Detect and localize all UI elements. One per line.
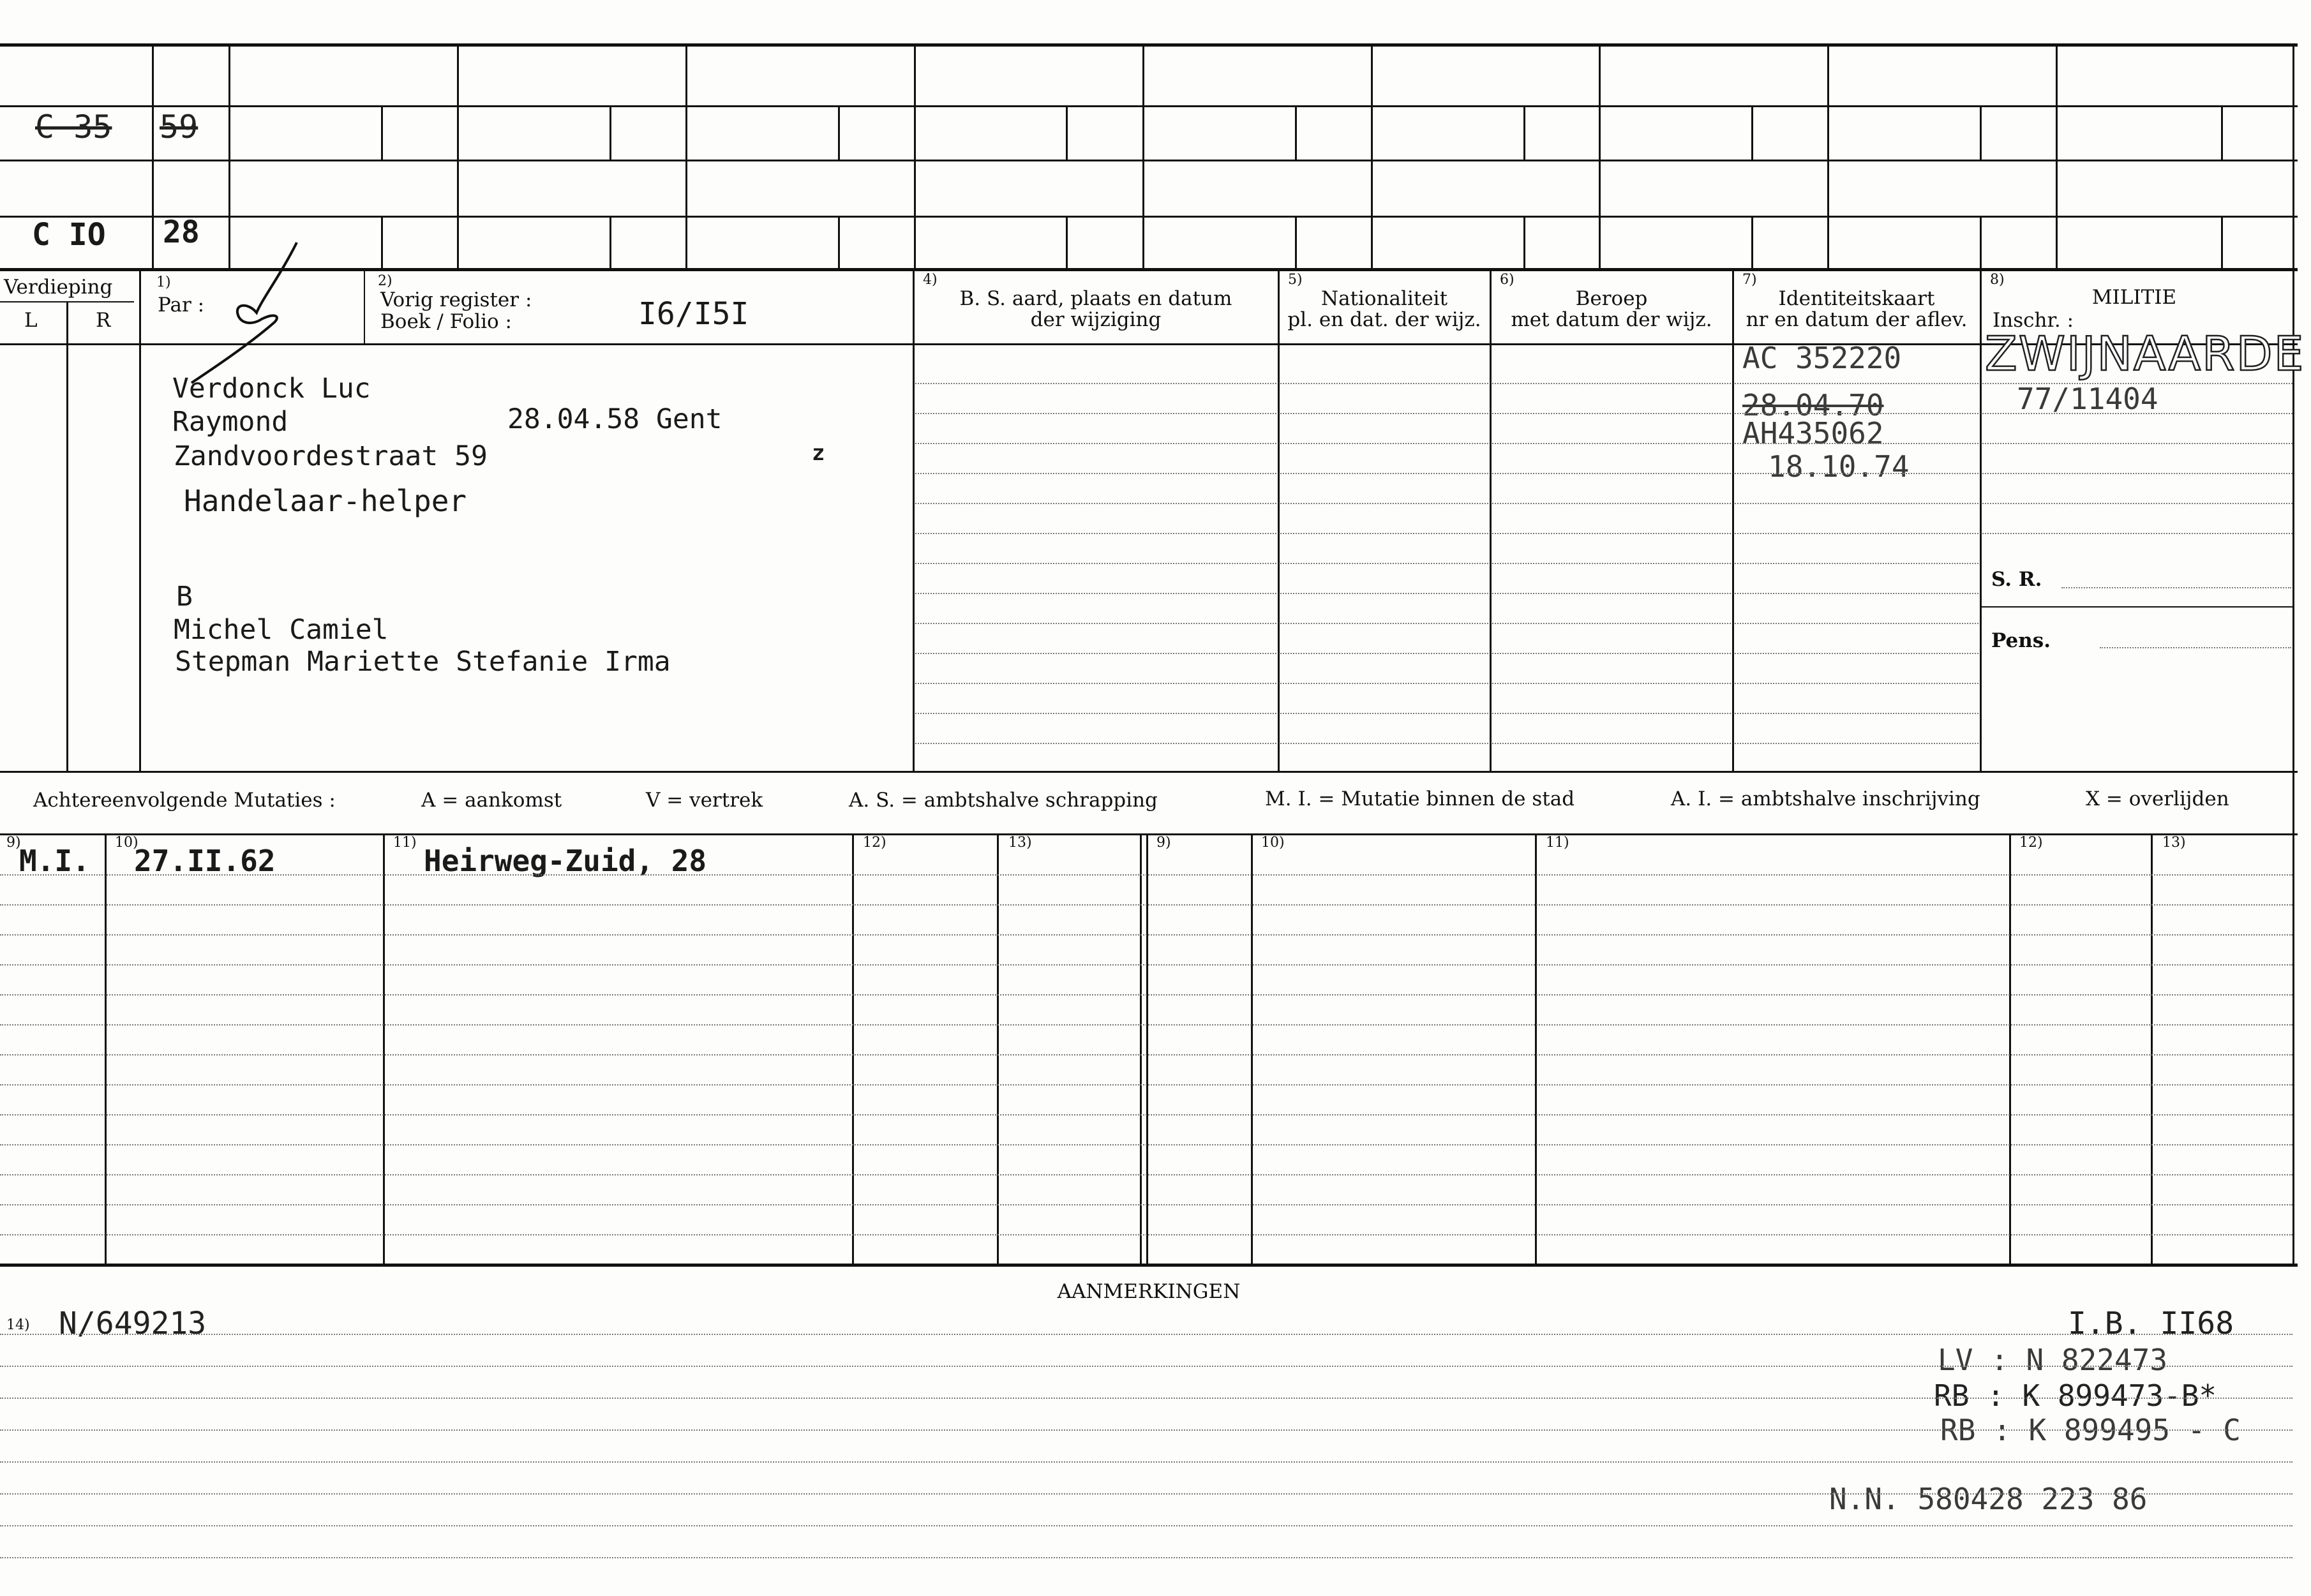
- grid-line: [2056, 43, 2058, 269]
- dotted-rule: [0, 1174, 2292, 1175]
- grid-line: [1295, 105, 1297, 160]
- dotted-rule: [915, 413, 1276, 414]
- dotted-rule: [2100, 647, 2291, 648]
- mutations-top-line: [0, 833, 2298, 835]
- mutation-date: 27.II.62: [134, 844, 276, 878]
- dotted-rule: [1735, 563, 1978, 564]
- name-line: Verdonck Luc: [172, 373, 371, 405]
- sr-label: S. R.: [1991, 568, 2042, 591]
- dotted-rule: [1735, 683, 1978, 684]
- dotted-rule: [1982, 473, 2292, 474]
- militie-number: 77/11404: [2017, 382, 2158, 416]
- grid-line: [1732, 271, 1734, 772]
- dotted-rule: [1492, 503, 1731, 504]
- dotted-rule: [1280, 503, 1488, 504]
- identiteitskaart-header: Identiteitskaart nr en datum der aflev.: [1746, 287, 1968, 331]
- dotted-rule: [0, 1493, 2292, 1495]
- grid-line: [1980, 271, 1982, 772]
- mother-name: Stepman Mariette Stefanie Irma: [175, 646, 671, 678]
- grid-line: [1278, 271, 1280, 772]
- note-7: 7): [1742, 272, 1757, 288]
- legend-ai: A. I. = ambtshalve inschrijving: [1671, 787, 1980, 810]
- grid-line: [2221, 105, 2223, 160]
- dotted-rule: [915, 683, 1276, 684]
- birth-date-place: 28.04.58 Gent: [507, 403, 722, 435]
- dotted-rule: [1735, 743, 1978, 744]
- grid-line: [383, 833, 385, 1264]
- grid-line: [913, 271, 915, 772]
- mutation-address: Heirweg-Zuid, 28: [424, 844, 707, 878]
- grid-line: [381, 216, 383, 269]
- dotted-rule: [1280, 653, 1488, 654]
- grid-line: [610, 105, 611, 160]
- mut-col-13b: 13): [2162, 835, 2186, 851]
- second-name: Raymond: [172, 406, 288, 438]
- dotted-rule: [1280, 743, 1488, 744]
- verdieping-r: R: [96, 309, 111, 332]
- dotted-rule: [1280, 443, 1488, 444]
- mutations-bottom-line: [0, 1264, 2298, 1267]
- mut-col-11b: 11): [1546, 835, 1569, 851]
- dotted-rule: [0, 1557, 2292, 1558]
- dotted-rule: [1280, 623, 1488, 624]
- right-border: [2292, 43, 2294, 1264]
- grid-line: [1251, 833, 1253, 1264]
- dotted-rule: [1492, 683, 1731, 684]
- dotted-rule: [915, 623, 1276, 624]
- dotted-rule: [1280, 383, 1488, 384]
- rb-number-2: RB : K 899495 - C: [1940, 1413, 2241, 1447]
- aanmerkingen-title: AANMERKINGEN: [1057, 1280, 1241, 1303]
- register-number-old: 59: [160, 108, 198, 145]
- note-14: 14): [6, 1317, 30, 1333]
- grid-line: [1146, 833, 1148, 1264]
- grid-line: [997, 833, 999, 1264]
- dotted-rule: [915, 473, 1276, 474]
- dotted-rule: [915, 503, 1276, 504]
- id-card-1: AC 352220: [1742, 341, 1902, 375]
- legend-mi: M. I. = Mutatie binnen de stad: [1265, 787, 1575, 810]
- father-name: Michel Camiel: [174, 614, 389, 646]
- grid-line: [838, 105, 840, 160]
- beroep-header: Beroep met datum der wijz.: [1511, 287, 1712, 331]
- ib-code: I.B. II68: [2068, 1306, 2234, 1341]
- dotted-rule: [1492, 593, 1731, 594]
- dotted-rule: [1735, 473, 1978, 474]
- dotted-rule: [0, 904, 2292, 906]
- boek-folio-value: I6/I5I: [638, 296, 749, 332]
- dotted-rule: [0, 1334, 2292, 1335]
- dotted-rule: [1280, 713, 1488, 714]
- dotted-rule: [1735, 443, 1978, 444]
- pens-label: Pens.: [1991, 629, 2051, 652]
- grid-line: [610, 216, 611, 269]
- grid-line: [1599, 43, 1601, 269]
- dotted-rule: [0, 1366, 2292, 1367]
- id-card-2: AH435062: [1742, 416, 1884, 451]
- dotted-rule: [915, 533, 1276, 534]
- grid-line: [2151, 833, 2153, 1264]
- grid-line: [1371, 43, 1373, 269]
- dotted-rule: [1280, 533, 1488, 534]
- top-grid-row-line: [0, 105, 2298, 107]
- inschr-label: Inschr. :: [1993, 309, 2074, 332]
- dotted-rule: [1735, 413, 1978, 414]
- grid-line: [381, 105, 383, 160]
- grid-line: [364, 271, 365, 345]
- dotted-rule: [1735, 533, 1978, 534]
- grid-line: [66, 301, 68, 772]
- z-mark: z: [812, 440, 825, 466]
- grid-line: [2221, 216, 2223, 269]
- dotted-rule: [1492, 443, 1731, 444]
- id-card-1-date: 28.04.70: [1742, 388, 1884, 422]
- grid-line: [852, 833, 854, 1264]
- dotted-rule: [1280, 413, 1488, 414]
- grid-line: [1980, 216, 1982, 269]
- dotted-rule: [915, 713, 1276, 714]
- mut-col-10b: 10): [1261, 835, 1285, 851]
- note-5: 5): [1288, 272, 1303, 288]
- grid-line: [685, 43, 687, 269]
- top-grid-row-line: [0, 216, 2298, 218]
- vorig-register-label: Vorig register :: [380, 288, 532, 311]
- dotted-rule: [1280, 683, 1488, 684]
- note-6: 6): [1500, 272, 1514, 288]
- dotted-rule: [1280, 563, 1488, 564]
- dotted-rule: [1982, 443, 2292, 444]
- legend-a: A = aankomst: [421, 789, 562, 812]
- militie-stamp: ZWIJNAARDE: [1985, 327, 2305, 382]
- dotted-rule: [0, 1054, 2292, 1055]
- militie-header: MILITIE: [2091, 286, 2177, 309]
- dotted-rule: [1280, 473, 1488, 474]
- dotted-rule: [0, 874, 2292, 876]
- b-mark: B: [176, 581, 193, 613]
- grid-line: [1066, 105, 1068, 160]
- mutation-type: M.I.: [19, 844, 90, 878]
- n-number: N/649213: [59, 1306, 207, 1341]
- occupation: Handelaar-helper: [184, 484, 467, 518]
- register-code: C IO: [32, 217, 106, 253]
- lv-number: LV : N 822473: [1938, 1343, 2168, 1377]
- dotted-rule: [915, 443, 1276, 444]
- dotted-rule: [1735, 383, 1978, 384]
- grid-line: [914, 43, 916, 269]
- dotted-rule: [2061, 587, 2291, 588]
- dotted-rule: [1492, 563, 1731, 564]
- grid-line: [1980, 105, 1982, 160]
- grid-line: [1827, 43, 1829, 269]
- dotted-rule: [1492, 383, 1731, 384]
- mut-col-12: 12): [863, 835, 886, 851]
- legend-v: V = vertrek: [646, 789, 763, 812]
- dotted-rule: [1735, 713, 1978, 714]
- boek-folio-label: Boek / Folio :: [380, 310, 512, 333]
- grid-line: [1490, 271, 1492, 772]
- dotted-rule: [1280, 593, 1488, 594]
- dotted-rule: [1492, 623, 1731, 624]
- grid-line: [1066, 216, 1068, 269]
- grid-line: [139, 271, 141, 772]
- grid-line: [228, 43, 230, 269]
- header-bottom-line: [0, 343, 2298, 345]
- dotted-rule: [0, 1525, 2292, 1526]
- dotted-rule: [1492, 653, 1731, 654]
- register-number: 28: [163, 214, 200, 250]
- legend-as: A. S. = ambtshalve schrapping: [849, 789, 1158, 812]
- register-code-old: C 35: [35, 108, 112, 145]
- dotted-rule: [0, 1144, 2292, 1145]
- grid-line: [1535, 833, 1537, 1264]
- rb-number-1: RB : K 899473-B*: [1934, 1378, 2217, 1413]
- grid-line: [1523, 105, 1525, 160]
- grid-line: [1142, 43, 1144, 269]
- dotted-rule: [0, 964, 2292, 966]
- top-grid-row-line: [0, 160, 2298, 161]
- dotted-rule: [0, 1204, 2292, 1205]
- mut-col-9: 9): [6, 835, 21, 851]
- dotted-rule: [1982, 503, 2292, 504]
- body-bottom-line: [0, 771, 2298, 773]
- mut-col-13: 13): [1008, 835, 1032, 851]
- mut-col-12b: 12): [2019, 835, 2043, 851]
- grid-line: [457, 43, 459, 269]
- dotted-rule: [0, 1398, 2292, 1399]
- dotted-rule: [1492, 533, 1731, 534]
- grid-line: [1523, 216, 1525, 269]
- grid-line: [1295, 216, 1297, 269]
- dotted-rule: [0, 1234, 2292, 1235]
- verdieping-label: Verdieping: [4, 276, 113, 299]
- dotted-rule: [915, 383, 1276, 384]
- mut-col-9b: 9): [1156, 835, 1171, 851]
- dotted-rule: [1982, 413, 2292, 414]
- dotted-rule: [0, 1114, 2292, 1115]
- dotted-rule: [915, 743, 1276, 744]
- dotted-rule: [1982, 533, 2292, 534]
- top-grid-bottom: [0, 268, 2298, 271]
- top-border: [0, 43, 2298, 47]
- note-2: 2): [378, 273, 393, 289]
- dotted-rule: [0, 1461, 2292, 1463]
- par-label: Par :: [158, 294, 205, 317]
- legend-title: Achtereenvolgende Mutaties :: [33, 789, 336, 812]
- dotted-rule: [915, 593, 1276, 594]
- signature-scribble: [185, 236, 313, 396]
- dotted-rule: [1492, 473, 1731, 474]
- dotted-rule: [0, 934, 2292, 936]
- dotted-rule: [1735, 653, 1978, 654]
- grid-line: [105, 833, 107, 1264]
- dotted-rule: [1492, 413, 1731, 414]
- legend-x: X = overlijden: [2086, 787, 2229, 810]
- grid-line: [1981, 606, 2294, 608]
- note-1: 1): [156, 274, 171, 290]
- dotted-rule: [1735, 593, 1978, 594]
- dotted-rule: [0, 1429, 2292, 1431]
- dotted-rule: [1492, 713, 1731, 714]
- dotted-rule: [1735, 503, 1978, 504]
- note-8: 8): [1990, 272, 2005, 288]
- mut-col-10: 10): [115, 835, 138, 851]
- bs-header: B. S. aard, plaats en datum der wijziging: [959, 287, 1232, 331]
- grid-line: [1751, 216, 1753, 269]
- dotted-rule: [1735, 623, 1978, 624]
- address-line: Zandvoordestraat 59: [174, 440, 488, 472]
- dotted-rule: [1982, 383, 2292, 384]
- dotted-rule: [0, 1024, 2292, 1025]
- verdieping-l: L: [24, 309, 38, 332]
- dotted-rule: [915, 653, 1276, 654]
- grid-line: [2009, 833, 2011, 1264]
- dotted-rule: [0, 994, 2292, 996]
- note-4: 4): [923, 272, 938, 288]
- dotted-rule: [0, 1084, 2292, 1085]
- mut-col-11: 11): [393, 835, 417, 851]
- nationaliteit-header: Nationaliteit pl. en dat. der wijz.: [1287, 287, 1481, 331]
- grid-line: [838, 216, 840, 269]
- grid-line: [152, 43, 154, 269]
- id-card-2-date: 18.10.74: [1768, 449, 1910, 484]
- dotted-rule: [915, 563, 1276, 564]
- nn-number: N.N. 580428 223 86: [1829, 1482, 2148, 1516]
- grid-line: [1751, 105, 1753, 160]
- dotted-rule: [1492, 743, 1731, 744]
- grid-line: [1140, 833, 1142, 1264]
